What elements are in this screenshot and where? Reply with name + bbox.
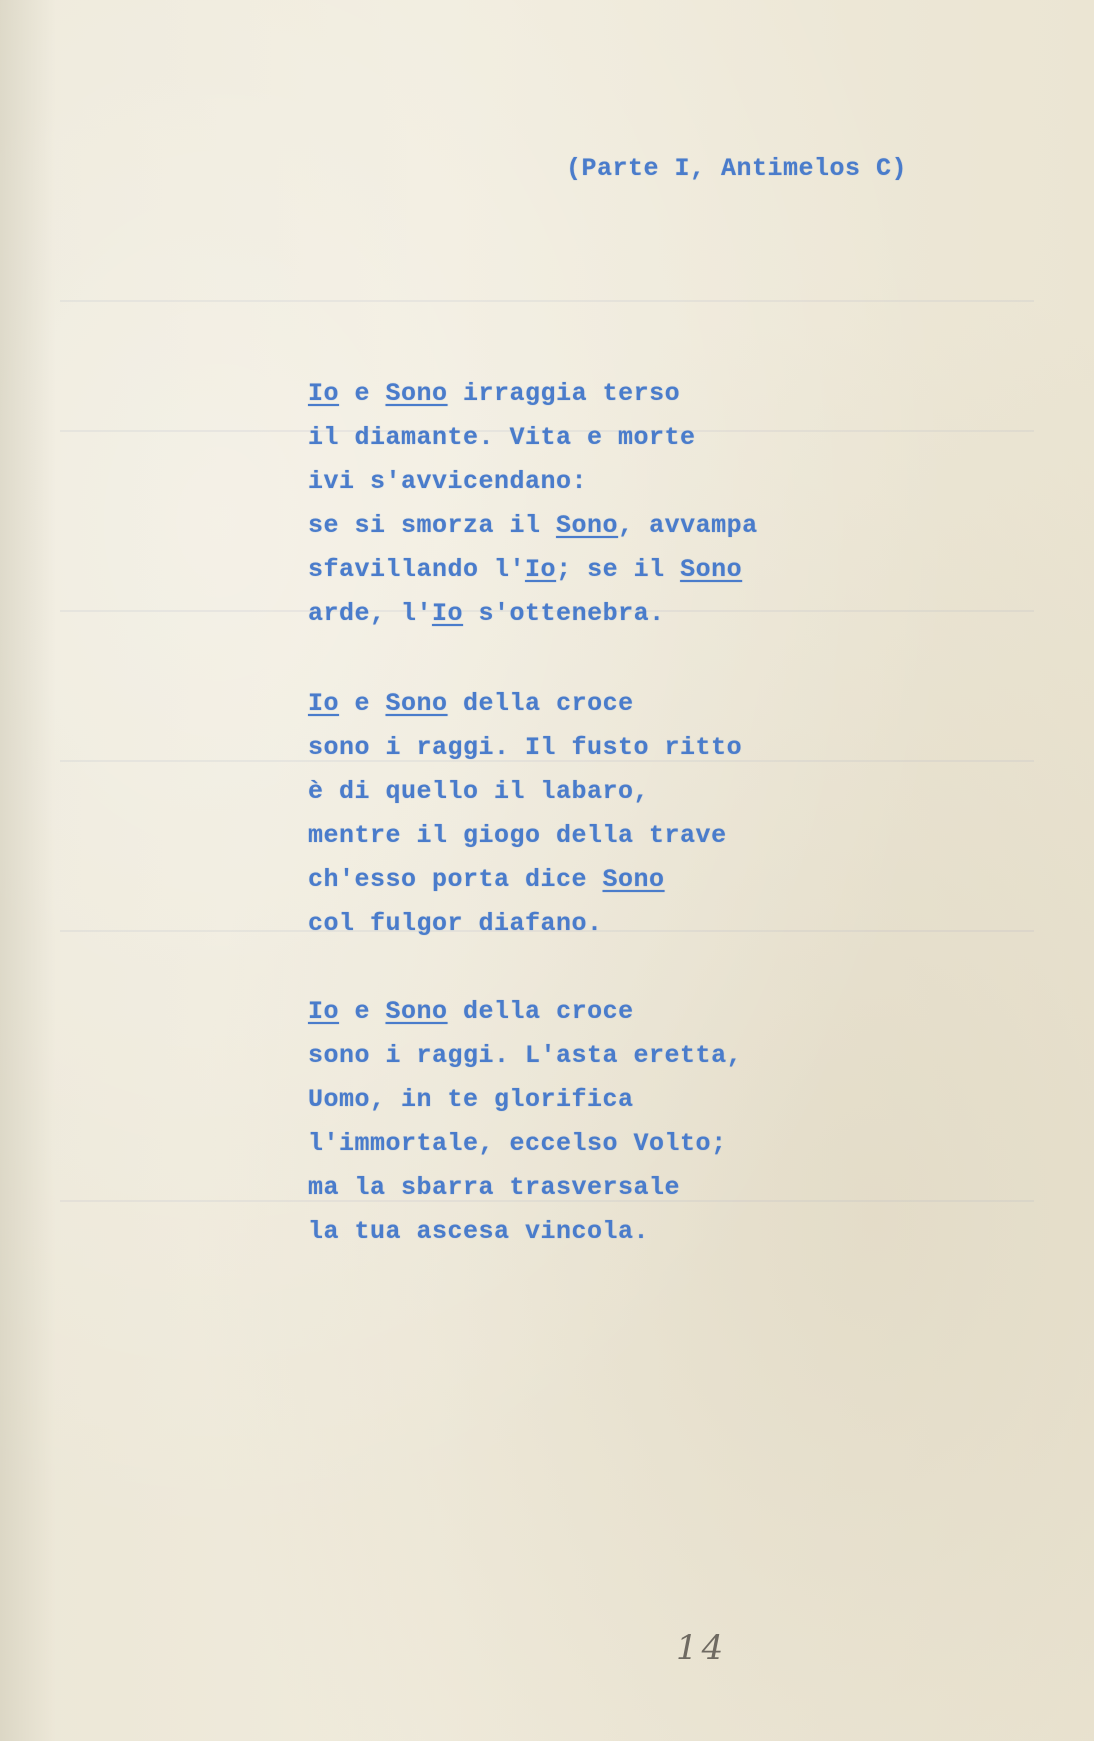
poem-line: [308, 1034, 742, 1078]
poem-line: [308, 1166, 742, 1210]
line-text: sono i raggi. L'asta eretta,: [308, 1041, 743, 1070]
line-text: se si smorza il: [308, 511, 557, 540]
underlined-word: Sono: [556, 511, 619, 540]
stanza-2: [308, 682, 742, 946]
underlined-word: Sono: [385, 997, 448, 1026]
line-text: della croce: [447, 689, 634, 718]
line-text: arde, l': [308, 599, 433, 628]
poem-line: [308, 1210, 742, 1254]
underlined-word: Sono: [385, 689, 448, 718]
underlined-word: Io: [525, 555, 557, 584]
poem-line: [308, 726, 742, 770]
line-text: irraggia terso: [447, 379, 681, 408]
underlined-word: Io: [432, 599, 464, 628]
poem-line: [308, 990, 742, 1034]
poem-line: [308, 460, 758, 504]
line-text: , avvampa: [618, 511, 758, 540]
underlined-word: Io: [308, 379, 340, 408]
poem-line: [308, 858, 742, 902]
line-text: la tua ascesa vincola.: [308, 1217, 650, 1246]
line-text: della croce: [447, 997, 634, 1026]
poem-line: [308, 1078, 742, 1122]
line-text: ch'esso porta dice: [308, 865, 603, 894]
line-text: col fulgor diafano.: [308, 909, 603, 938]
poem-line: [308, 548, 758, 592]
poem-line: [308, 592, 758, 636]
line-text: sfavillando l': [308, 555, 526, 584]
line-text: e: [339, 997, 386, 1026]
paper-edge-shadow: [0, 0, 55, 1741]
poem-line: [308, 902, 742, 946]
poem-line: [308, 416, 758, 460]
line-text: e: [339, 689, 386, 718]
poem-line: [308, 504, 758, 548]
poem-line: [308, 682, 742, 726]
line-text: s'ottenebra.: [463, 599, 665, 628]
line-text: ma la sbarra trasversale: [308, 1173, 681, 1202]
line-text: il diamante. Vita e morte: [308, 423, 696, 452]
line-text: ; se il: [556, 555, 681, 584]
poem-line: [308, 770, 742, 814]
line-text: ivi s'avvicendano:: [308, 467, 588, 496]
poem-line: [308, 372, 758, 416]
poem-line: [308, 814, 742, 858]
line-text: Uomo, in te glorifica: [308, 1085, 634, 1114]
line-text: e: [339, 379, 386, 408]
underlined-word: Sono: [680, 555, 743, 584]
line-text: sono i raggi. Il fusto ritto: [308, 733, 743, 762]
line-text: l'immortale, eccelso Volto;: [308, 1129, 727, 1158]
underlined-word: Sono: [602, 865, 665, 894]
stanza-3: [308, 990, 742, 1254]
poem-line: [308, 1122, 742, 1166]
underlined-word: Io: [308, 997, 340, 1026]
underlined-word: Io: [308, 689, 340, 718]
stanza-1: [308, 372, 758, 636]
bleed-through-line: [60, 300, 1034, 302]
underlined-word: Sono: [385, 379, 448, 408]
page-number: 14: [676, 1628, 728, 1668]
section-heading: (Parte I, Antimelos C): [566, 154, 908, 183]
line-text: è di quello il labaro,: [308, 777, 650, 806]
line-text: mentre il giogo della trave: [308, 821, 727, 850]
